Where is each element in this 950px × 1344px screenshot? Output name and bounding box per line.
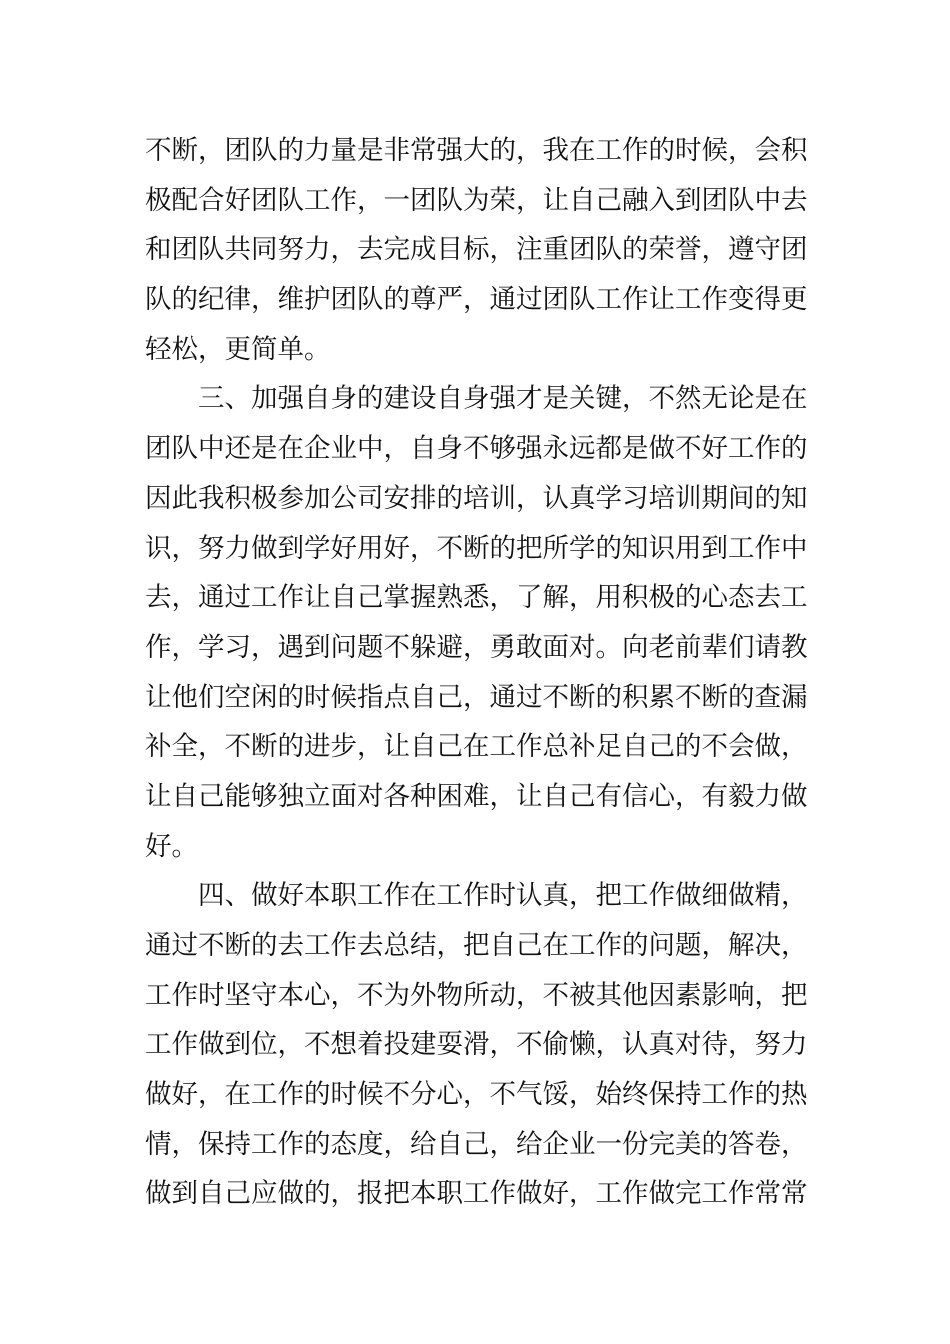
text-line: 极配合好团队工作，一团队为荣，让自己融入到团队中去 [145,184,808,216]
text-line: 轻松，更简单。 [145,333,331,365]
text-line: 队的纪律，维护团队的尊严，通过团队工作让工作变得更 [145,284,808,316]
text-line: 做到自己应做的，报把本职工作做好，工作做完工作常常 [145,1178,808,1210]
text-line: 让他们空闲的时候指点自己，通过不断的积累不断的查漏 [145,681,808,713]
text-line: 情，保持工作的态度，给自己，给企业一份完美的答卷， [145,1128,808,1160]
text-line: 去，通过工作让自己掌握熟悉，了解，用积极的心态去工 [145,582,808,614]
text-line: 工作时坚守本心，不为外物所动，不被其他因素影响，把 [145,979,808,1011]
text-line: 补全，不断的进步，让自己在工作总补足自己的不会做， [145,731,808,763]
paragraph-start-line: 四、做好本职工作在工作时认真，把工作做细做精， [198,880,808,912]
text-line: 作，学习，遇到问题不躲避，勇敢面对。向老前辈们请教 [145,631,808,663]
text-line: 因此我积极参加公司安排的培训，认真学习培训期间的知 [145,482,808,514]
document-body [145,126,810,1219]
text-line: 通过不断的去工作去总结，把自己在工作的问题，解决， [145,930,808,961]
text-line: 团队中还是在企业中，自身不够强永远都是做不好工作的 [145,433,808,465]
text-line: 不断，团队的力量是非常强大的，我在工作的时候，会积 [145,135,808,166]
text-line: 和团队共同努力，去完成目标，注重团队的荣誉，遵守团 [145,234,808,266]
text-line: 识，努力做到学好用好，不断的把所学的知识用到工作中 [145,532,808,564]
text-line: 工作做到位，不想着投建耍滑，不偷懒，认真对待，努力 [145,1029,808,1061]
text-line: 做好，在工作的时候不分心，不气馁，始终保持工作的热 [145,1079,808,1111]
text-line: 让自己能够独立面对各种困难，让自己有信心，有毅力做 [145,780,808,812]
text-line: 好。 [145,830,198,862]
paragraph-start-line: 三、加强自身的建设自身强才是关键，不然无论是在 [198,383,808,415]
